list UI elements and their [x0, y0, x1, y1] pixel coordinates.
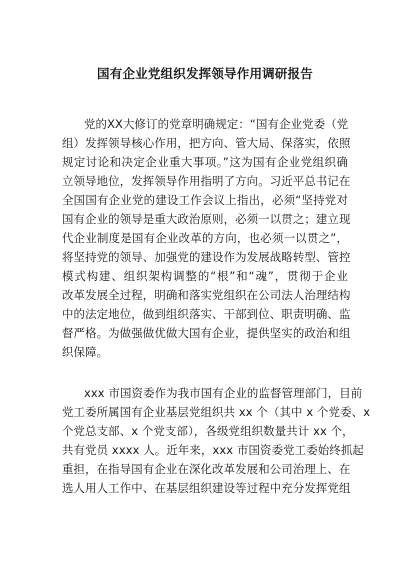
- document-title: 国有企业党组织发挥领导作用调研报告: [97, 66, 313, 81]
- text-line: 改革发展全过程，明确和落实党组织在公司法人治理结构: [62, 288, 351, 302]
- text-line: 国有企业的领导是重大政治原则，必须一以贯之；建立现: [62, 212, 351, 226]
- text-line: 重担，在指导国有企业在深化改革发展和公司治理上、在: [62, 462, 351, 476]
- text-line: 将坚持党的领导、加强党的建设作为发展战略转型、管控: [62, 250, 351, 264]
- text-line: 督严格。为做强做优做大国有企业，提供坚实的政治和组: [62, 326, 351, 340]
- text-line: 织保障。: [62, 345, 109, 359]
- text-line: 共有党员 xxxx 人。近年来，xxx 市国资委党工委始终抓起: [62, 443, 364, 457]
- text-line: 全国国有企业党的建设工作会议上指出，必须“坚持党对: [62, 193, 348, 207]
- text-line: 组）发挥领导核心作用，把方向、管大局、保落实，依照: [62, 136, 351, 150]
- text-line: 党的XX大修订的党章明确规定：“国有企业党委（党: [84, 117, 349, 131]
- text-line: 代企业制度是国有企业改革的方向，也必须一以贯之”，: [62, 231, 348, 245]
- text-line: 立领导地位，发挥领导作用指明了方向。习近平总书记在: [62, 174, 351, 188]
- text-line: 中的法定地位，做到组织落实、干部到位、职责明确、监: [62, 307, 351, 321]
- text-line: 党工委所属国有企业基层党组织共 xx 个（其中 x 个党委、x: [62, 405, 371, 419]
- text-line: xxx 市国资委作为我市国有企业的监督管理部门，目前: [84, 386, 363, 400]
- text-line: 选人用人工作中、在基层组织建设等过程中充分发挥党组: [62, 481, 351, 495]
- text-line: 规定讨论和决定企业重大事项。”这为国有企业党组织确: [62, 155, 348, 169]
- text-line: 模式构建、组织架构调整的“根”和“魂”，贯彻于企业: [62, 269, 348, 283]
- text-line: 个党总支部、x 个党支部），各级党组织数量共计 xx 个，: [62, 424, 354, 438]
